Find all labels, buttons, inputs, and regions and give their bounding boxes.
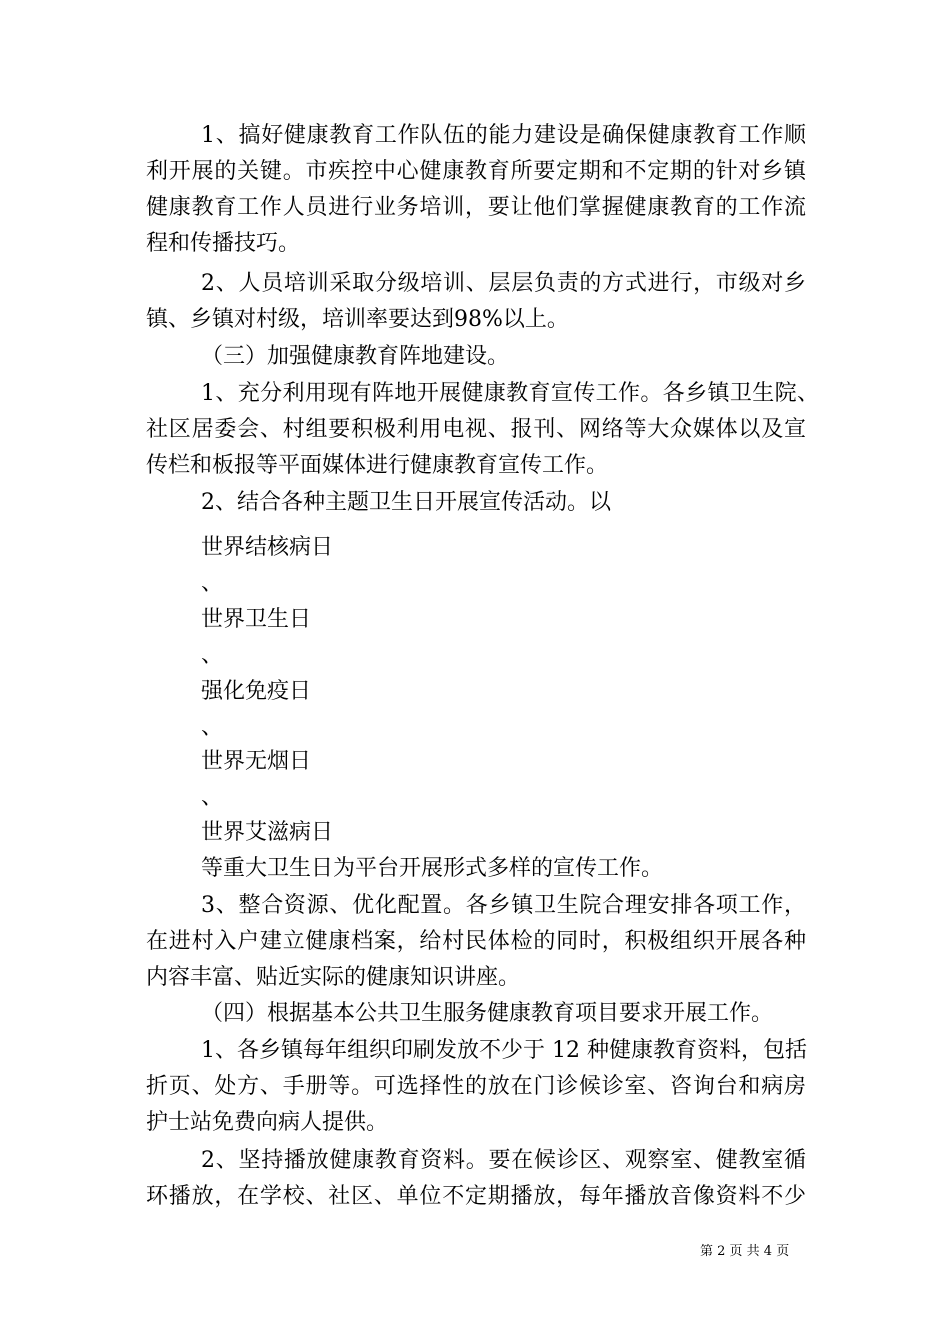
paragraph-line: 利开展的关键。市疾控中心健康教育所要定期和不定期的针对乡镇 [146,159,806,184]
paragraph-line: 2、坚持播放健康教育资料。要在候诊区、观察室、健教室循 [201,1148,806,1173]
list-separator: 、 [201,785,224,810]
paragraph-line: 传栏和板报等平面媒体进行健康教育宣传工作。 [146,453,609,478]
list-item: 世界结核病日 [201,535,334,560]
paragraph-line: 护士站免费向病人提供。 [146,1110,389,1135]
paragraph-line: 在进村入户建立健康档案，给村民体检的同时，积极组织开展各种 [146,929,806,954]
paragraph-line: 3、整合资源、优化配置。各乡镇卫生院合理安排各项工作， [201,893,806,918]
paragraph-line: 镇、乡镇对村级，培训率要达到98%以上。 [146,307,569,332]
paragraph-line: 1、充分利用现有阵地开展健康教育宣传工作。各乡镇卫生院、 [201,381,819,406]
list-separator: 、 [201,571,224,596]
paragraph-line: 折页、处方、手册等。可选择性的放在门诊候诊室、咨询台和病房 [146,1074,806,1099]
list-item: 世界无烟日 [201,749,312,774]
paragraph-line: 1、各乡镇每年组织印刷发放不少于 12 种健康教育资料，包括 [201,1038,807,1063]
list-separator: 、 [201,643,224,668]
list-item: 强化免疫日 [201,679,312,704]
paragraph-line: 程和传播技巧。 [146,231,301,256]
paragraph-line: 健康教育工作人员进行业务培训，要让他们掌握健康教育的工作流 [146,195,806,220]
paragraph-line: 2、结合各种主题卫生日开展宣传活动。以 [201,490,611,515]
paragraph-line: 1、搞好健康教育工作队伍的能力建设是确保健康教育工作顺 [201,123,806,148]
paragraph-line: 2、人员培训采取分级培训、层层负责的方式进行，市级对乡 [201,271,806,296]
section-heading: （三）加强健康教育阵地建设。 [201,344,510,369]
paragraph-line: 等重大卫生日为平台开展形式多样的宣传工作。 [201,856,664,881]
paragraph-line: 社区居委会、村组要积极利用电视、报刊、网络等大众媒体以及宣 [146,417,806,442]
page-number-footer: 第 2 页 共 4 页 [700,1244,790,1259]
paragraph-line: 内容丰富、贴近实际的健康知识讲座。 [146,965,521,990]
paragraph-line: 环播放，在学校、社区、单位不定期播放，每年播放音像资料不少 [146,1184,806,1209]
list-item: 世界艾滋病日 [201,820,334,845]
list-item: 世界卫生日 [201,607,312,632]
section-heading: （四）根据基本公共卫生服务健康教育项目要求开展工作。 [201,1001,774,1026]
list-separator: 、 [201,715,224,740]
